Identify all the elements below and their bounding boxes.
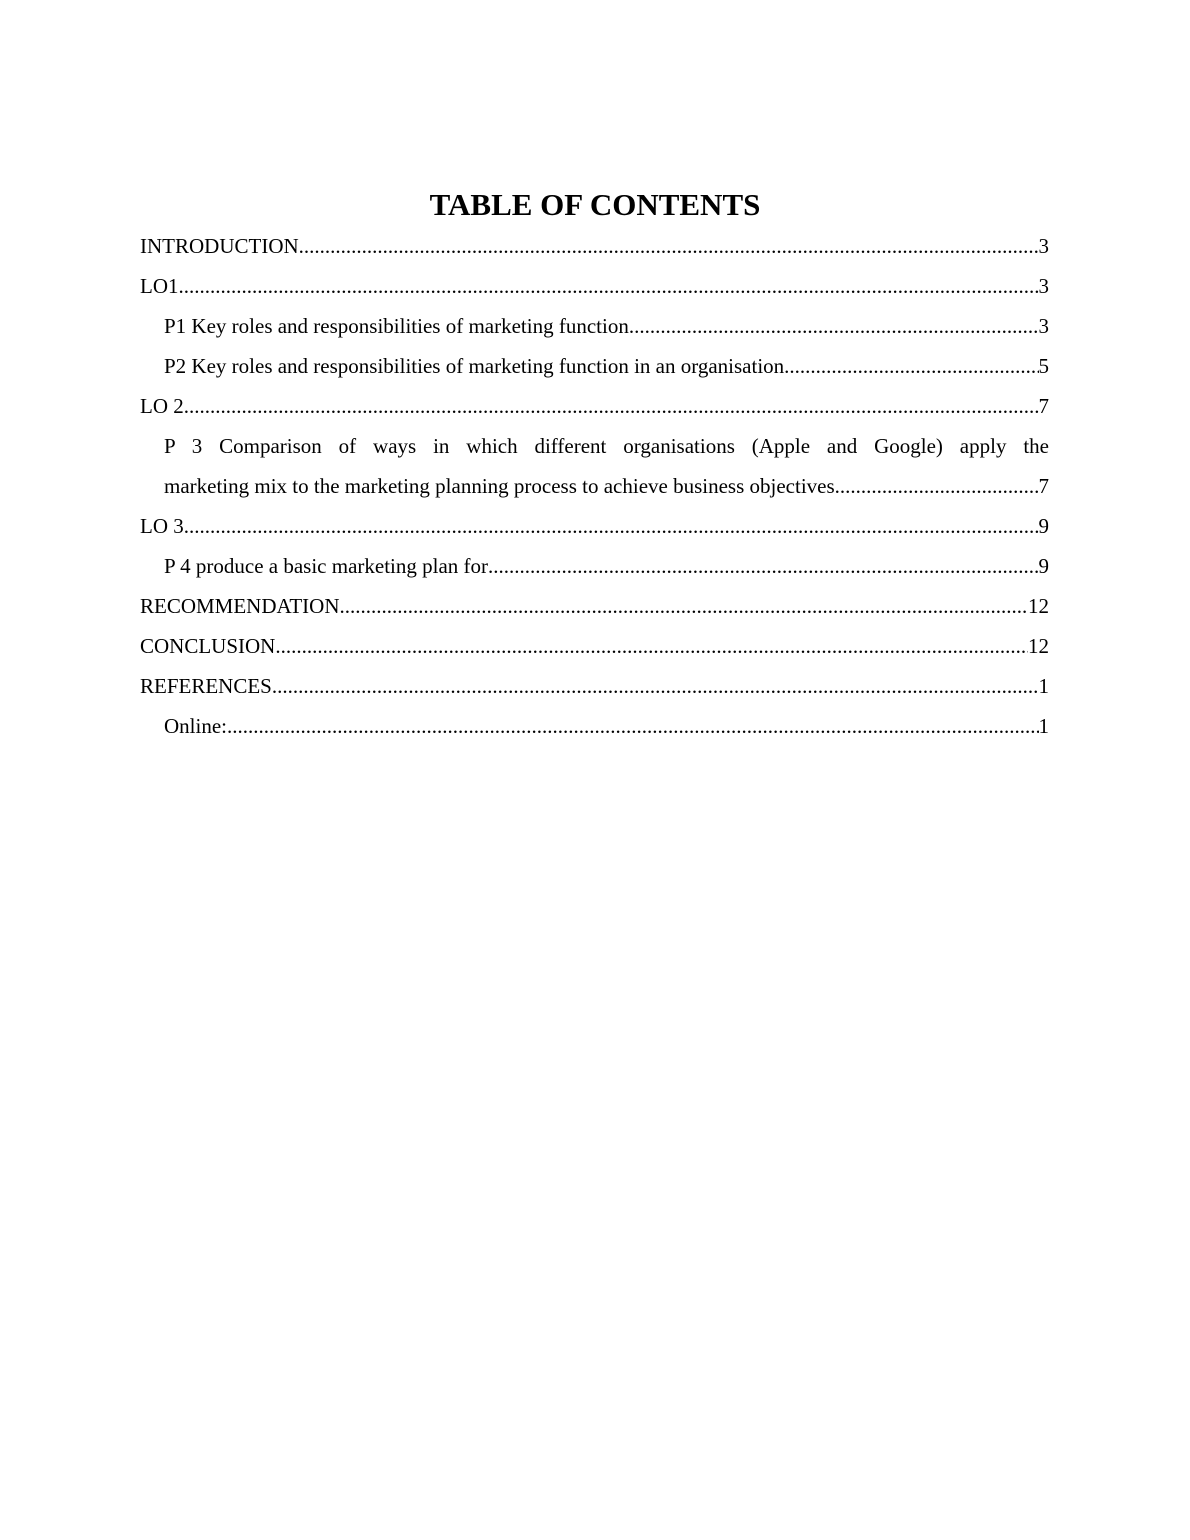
toc-entry-label: INTRODUCTION <box>140 234 299 258</box>
toc-page-number: 3 <box>1038 274 1049 298</box>
dot-leader <box>227 706 1039 746</box>
toc-page-number: 12 <box>1028 634 1049 658</box>
dot-leader <box>299 226 1039 266</box>
toc-entry-p3[interactable] <box>140 426 1049 506</box>
toc-entry-lo2[interactable] <box>140 386 1049 426</box>
dot-leader <box>275 626 1028 666</box>
dot-leader <box>835 466 1039 506</box>
dot-leader <box>629 306 1039 346</box>
toc-page-number: 7 <box>1038 474 1049 498</box>
toc-entry-lo1[interactable] <box>140 266 1049 306</box>
toc-entry-label: LO 3 <box>140 514 184 538</box>
dot-leader <box>179 266 1039 306</box>
toc-entry-p4[interactable] <box>140 546 1049 586</box>
toc-entry-label: P 4 produce a basic marketing plan for <box>164 554 489 578</box>
dot-leader <box>272 666 1039 706</box>
toc-entry-label-line1: P 3 Comparison of ways in which different organisations (Apple and Google) apply the <box>164 434 1049 458</box>
toc-entry-label: LO1 <box>140 274 179 298</box>
dot-leader <box>184 386 1039 426</box>
dot-leader <box>184 506 1039 546</box>
toc-page-number: 1 <box>1038 674 1049 698</box>
dot-leader <box>340 586 1029 626</box>
toc-entry-p1[interactable] <box>140 306 1049 346</box>
toc-entry-lo3[interactable] <box>140 506 1049 546</box>
toc-entry-label: P2 Key roles and responsibilities of marketing function in an organisation <box>164 354 785 378</box>
toc-entry-label: P1 Key roles and responsibilities of marketing function <box>164 314 629 338</box>
toc-page-number: 9 <box>1038 514 1049 538</box>
toc-page-number: 1 <box>1038 714 1049 738</box>
toc-page-number: 3 <box>1038 314 1049 338</box>
toc-entry-label: LO 2 <box>140 394 184 418</box>
toc-entry-online[interactable] <box>140 706 1049 746</box>
toc-entry-references[interactable] <box>140 666 1049 706</box>
toc-page-number: 12 <box>1028 594 1049 618</box>
toc-entry-label-line2: marketing mix to the marketing planning process to achieve business objectives <box>164 474 835 498</box>
toc-entry-label: Online: <box>164 714 227 738</box>
toc-page-number: 7 <box>1038 394 1049 418</box>
toc-entry-label: RECOMMENDATION <box>140 594 340 618</box>
page-title: TABLE OF CONTENTS <box>429 187 761 222</box>
toc-entry-conclusion[interactable] <box>140 626 1049 666</box>
toc-page-number: 5 <box>1038 354 1049 378</box>
toc-entry-introduction[interactable] <box>140 226 1049 266</box>
toc-entry-p2[interactable] <box>140 346 1049 386</box>
toc-entry-label: REFERENCES <box>140 674 272 698</box>
toc-entry-label: CONCLUSION <box>140 634 276 658</box>
table-of-contents <box>140 226 1049 746</box>
dot-leader <box>784 346 1038 386</box>
dot-leader <box>488 546 1038 586</box>
toc-entry-recommendation[interactable] <box>140 586 1049 626</box>
toc-page-number: 3 <box>1038 234 1049 258</box>
toc-page-number: 9 <box>1038 554 1049 578</box>
